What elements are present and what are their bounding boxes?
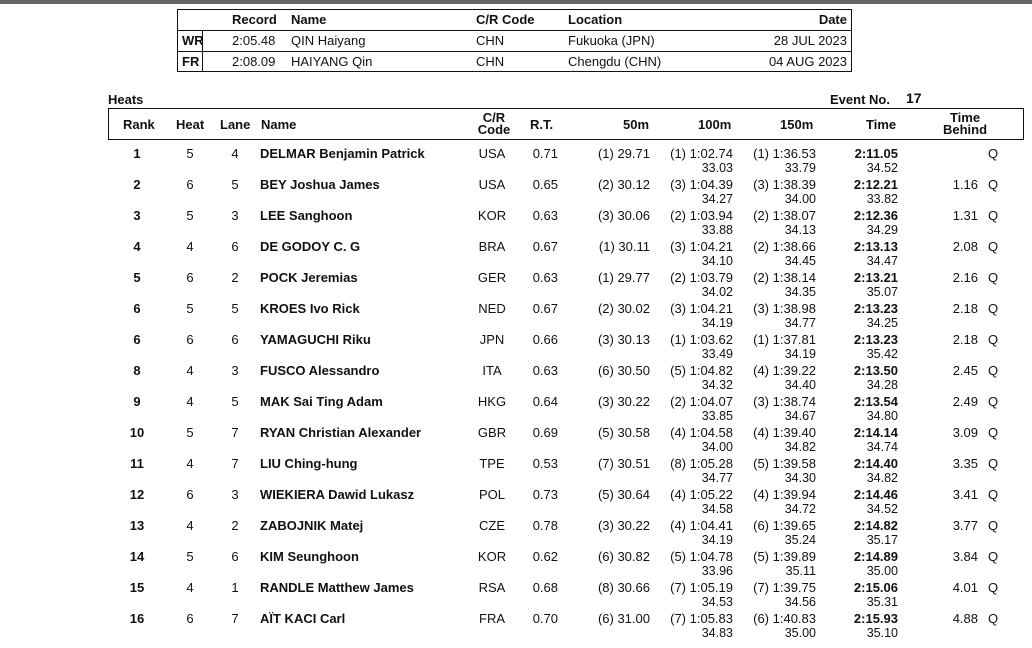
- qualified-mark: Q: [988, 208, 999, 223]
- result-split-150m: (4) 1:39.40: [753, 425, 816, 440]
- result-heat: 5: [186, 425, 194, 440]
- result-name: YAMAGUCHI Riku: [260, 332, 371, 347]
- table-row: [108, 545, 1024, 576]
- qualified-mark: Q: [988, 146, 999, 161]
- col-name: Name: [261, 117, 297, 132]
- result-noc: ITA: [482, 363, 502, 378]
- result-rank: 1: [133, 146, 141, 161]
- result-time-behind: 3.84: [952, 549, 978, 564]
- result-lap-150m: 34.35: [784, 285, 816, 299]
- result-reaction-time: 0.69: [532, 425, 558, 440]
- result-heat: 4: [186, 239, 194, 254]
- result-reaction-time: 0.64: [532, 394, 558, 409]
- result-noc: RSA: [478, 580, 506, 595]
- result-reaction-time: 0.71: [532, 146, 558, 161]
- result-lap-final: 35.17: [866, 533, 898, 547]
- col-heat: Heat: [176, 117, 205, 132]
- table-row: [108, 421, 1024, 452]
- qualified-mark: Q: [988, 611, 999, 626]
- table-row: [108, 483, 1024, 514]
- result-rank: 2: [133, 177, 141, 192]
- result-reaction-time: 0.67: [532, 301, 558, 316]
- result-time-behind: 3.77: [952, 518, 978, 533]
- col-rank: Rank: [123, 117, 155, 132]
- result-time: 2:14.89: [853, 549, 898, 564]
- qualified-mark: Q: [988, 456, 999, 471]
- result-rank: 3: [133, 208, 141, 223]
- result-split-150m: (7) 1:39.75: [753, 580, 816, 595]
- result-lap-final: 35.00: [866, 564, 898, 578]
- col-150m: 150m: [780, 117, 814, 132]
- result-lane: 3: [231, 363, 239, 378]
- result-split-50m: (2) 30.12: [597, 177, 650, 192]
- result-heat: 6: [186, 177, 194, 192]
- result-time-behind: 3.09: [952, 425, 978, 440]
- qualified-mark: Q: [988, 518, 999, 533]
- qualified-mark: Q: [988, 332, 999, 347]
- result-lap-100m: 33.03: [701, 161, 733, 175]
- result-split-100m: (1) 1:03.62: [670, 332, 733, 347]
- result-split-100m: (2) 1:03.79: [670, 270, 733, 285]
- result-noc: TPE: [479, 456, 505, 471]
- result-lap-150m: 34.67: [784, 409, 816, 423]
- result-name: LEE Sanghoon: [260, 208, 353, 223]
- result-split-50m: (6) 31.00: [597, 611, 650, 626]
- result-lap-final: 35.31: [866, 595, 898, 609]
- qualified-mark: Q: [988, 394, 999, 409]
- record-date: 28 JUL 2023: [773, 33, 847, 48]
- result-time: 2:14.40: [853, 456, 898, 471]
- col-cr-line2: Code: [477, 122, 511, 137]
- result-reaction-time: 0.67: [532, 239, 558, 254]
- result-noc: FRA: [479, 611, 505, 626]
- result-reaction-time: 0.62: [532, 549, 558, 564]
- result-split-50m: (1) 29.77: [597, 270, 650, 285]
- col-cr-line1: C/R: [482, 110, 506, 125]
- result-lap-150m: 35.00: [784, 626, 816, 640]
- col-100m: 100m: [698, 117, 732, 132]
- record-holder: HAIYANG Qin: [291, 54, 373, 69]
- result-lane: 3: [231, 487, 239, 502]
- records-header-name: Name: [291, 12, 327, 27]
- result-time-behind: 1.16: [952, 177, 978, 192]
- col-lane: Lane: [220, 117, 251, 132]
- qualified-mark: Q: [988, 363, 999, 378]
- result-name: AÏT KACI Carl: [260, 611, 346, 626]
- result-noc: CZE: [479, 518, 505, 533]
- records-box: [177, 9, 852, 72]
- result-split-50m: (3) 30.22: [597, 394, 650, 409]
- result-split-100m: (2) 1:04.07: [670, 394, 733, 409]
- result-split-150m: (4) 1:39.22: [753, 363, 816, 378]
- result-lap-final: 34.52: [866, 161, 898, 175]
- results-table: [108, 142, 1024, 638]
- record-cr: CHN: [476, 54, 505, 69]
- result-lane: 3: [231, 208, 239, 223]
- result-lap-150m: 34.40: [784, 378, 816, 392]
- result-split-50m: (3) 30.13: [597, 332, 650, 347]
- result-time-behind: 2.18: [952, 301, 978, 316]
- result-lane: 1: [231, 580, 239, 595]
- result-split-50m: (5) 30.58: [597, 425, 650, 440]
- result-lap-final: 34.52: [866, 502, 898, 516]
- result-lane: 5: [231, 177, 239, 192]
- col-50m: 50m: [623, 117, 650, 132]
- result-split-150m: (1) 1:37.81: [753, 332, 816, 347]
- result-heat: 5: [186, 146, 194, 161]
- result-rank: 4: [133, 239, 141, 254]
- result-split-50m: (1) 30.11: [598, 239, 650, 254]
- result-heat: 4: [186, 363, 194, 378]
- result-time-behind: 3.41: [952, 487, 978, 502]
- qualified-mark: Q: [988, 425, 999, 440]
- result-lap-100m: 34.83: [701, 626, 733, 640]
- result-time: 2:12.36: [853, 208, 898, 223]
- result-rank: 10: [129, 425, 145, 440]
- result-reaction-time: 0.78: [532, 518, 558, 533]
- records-header-record: Record: [232, 12, 277, 27]
- result-rank: 6: [133, 332, 141, 347]
- result-rank: 8: [133, 363, 141, 378]
- result-name: RYAN Christian Alexander: [260, 425, 422, 440]
- result-name: MAK Sai Ting Adam: [260, 394, 383, 409]
- result-name: DELMAR Benjamin Patrick: [260, 146, 425, 161]
- result-split-100m: (5) 1:04.82: [670, 363, 733, 378]
- result-reaction-time: 0.63: [532, 363, 558, 378]
- result-time: 2:15.93: [853, 611, 898, 626]
- record-time: 2:08.09: [232, 54, 276, 69]
- result-rank: 9: [133, 394, 141, 409]
- result-reaction-time: 0.66: [532, 332, 558, 347]
- result-lap-final: 35.07: [866, 285, 898, 299]
- result-noc: USA: [478, 177, 506, 192]
- result-lap-final: 35.42: [866, 347, 898, 361]
- result-lap-100m: 34.10: [701, 254, 733, 268]
- result-lane: 6: [231, 549, 239, 564]
- result-lap-100m: 34.53: [701, 595, 733, 609]
- result-noc: HKG: [477, 394, 507, 409]
- result-lap-100m: 33.85: [701, 409, 733, 423]
- result-lap-100m: 34.00: [701, 440, 733, 454]
- result-time-behind: 4.01: [952, 580, 978, 595]
- result-split-100m: (4) 1:04.58: [670, 425, 733, 440]
- result-lap-100m: 33.49: [701, 347, 733, 361]
- result-name: LIU Ching-hung: [260, 456, 358, 471]
- table-row: [108, 328, 1024, 359]
- result-lane: 5: [231, 301, 239, 316]
- result-split-50m: (7) 30.51: [597, 456, 650, 471]
- result-split-50m: (3) 30.06: [597, 208, 650, 223]
- result-heat: 5: [186, 549, 194, 564]
- table-row: [108, 235, 1024, 266]
- result-lap-100m: 34.58: [701, 502, 733, 516]
- result-time-behind: 2.16: [952, 270, 978, 285]
- col-behind-line2: Behind: [942, 122, 988, 137]
- result-split-150m: (4) 1:39.94: [753, 487, 816, 502]
- result-lane: 6: [231, 239, 239, 254]
- result-name: KROES Ivo Rick: [260, 301, 360, 316]
- result-lap-150m: 34.72: [784, 502, 816, 516]
- result-lap-final: 34.82: [866, 471, 898, 485]
- table-row: [108, 452, 1024, 483]
- result-split-150m: (2) 1:38.66: [753, 239, 816, 254]
- result-split-150m: (3) 1:38.98: [753, 301, 816, 316]
- result-heat: 4: [186, 518, 194, 533]
- result-lap-final: 33.82: [866, 192, 898, 206]
- record-holder: QIN Haiyang: [291, 33, 366, 48]
- result-lap-100m: 34.32: [701, 378, 733, 392]
- result-split-100m: (3) 1:04.21: [670, 301, 733, 316]
- records-header-date: Date: [818, 12, 847, 27]
- result-lap-150m: 34.82: [784, 440, 816, 454]
- result-split-100m: (7) 1:05.83: [670, 611, 733, 626]
- result-time: 2:15.06: [853, 580, 898, 595]
- result-split-100m: (4) 1:04.41: [670, 518, 733, 533]
- result-split-150m: (2) 1:38.07: [753, 208, 816, 223]
- result-time: 2:13.13: [853, 239, 898, 254]
- result-time-behind: 2.49: [952, 394, 978, 409]
- result-time-behind: 2.18: [952, 332, 978, 347]
- result-noc: KOR: [477, 208, 507, 223]
- result-heat: 5: [186, 301, 194, 316]
- result-name: RANDLE Matthew James: [260, 580, 414, 595]
- result-reaction-time: 0.73: [532, 487, 558, 502]
- record-date: 04 AUG 2023: [768, 54, 847, 69]
- result-noc: JPN: [479, 332, 505, 347]
- result-name: POCK Jeremias: [260, 270, 358, 285]
- result-split-100m: (8) 1:05.28: [670, 456, 733, 471]
- col-behind-line1: Time: [949, 110, 981, 125]
- result-time: 2:14.46: [853, 487, 898, 502]
- results-header: [108, 108, 1024, 140]
- result-rank: 5: [133, 270, 141, 285]
- result-name: WIEKIERA Dawid Lukasz: [260, 487, 415, 502]
- qualified-mark: Q: [988, 549, 999, 564]
- qualified-mark: Q: [988, 270, 999, 285]
- result-noc: POL: [478, 487, 505, 502]
- result-split-50m: (5) 30.64: [597, 487, 650, 502]
- result-time-behind: 1.31: [952, 208, 978, 223]
- result-split-50m: (2) 30.02: [597, 301, 650, 316]
- records-header-cr-code: C/R Code: [476, 12, 535, 27]
- result-lap-150m: 34.13: [784, 223, 816, 237]
- result-time: 2:12.21: [853, 177, 898, 192]
- result-rank: 6: [133, 301, 141, 316]
- result-split-100m: (4) 1:05.22: [670, 487, 733, 502]
- result-time: 2:13.50: [853, 363, 898, 378]
- result-lane: 7: [231, 611, 239, 626]
- result-heat: 6: [186, 611, 194, 626]
- result-reaction-time: 0.65: [532, 177, 558, 192]
- result-split-50m: (1) 29.71: [597, 146, 650, 161]
- result-lap-150m: 35.11: [785, 564, 816, 578]
- col-rt: R.T.: [530, 117, 554, 132]
- result-split-150m: (6) 1:40.83: [753, 611, 816, 626]
- result-time: 2:13.23: [853, 301, 898, 316]
- result-heat: 5: [186, 208, 194, 223]
- result-split-150m: (6) 1:39.65: [753, 518, 816, 533]
- result-reaction-time: 0.70: [532, 611, 558, 626]
- result-split-150m: (2) 1:38.14: [753, 270, 816, 285]
- result-heat: 6: [186, 332, 194, 347]
- event-number: 17: [906, 90, 922, 106]
- result-lane: 2: [231, 518, 239, 533]
- result-time: 2:13.23: [853, 332, 898, 347]
- result-split-150m: (5) 1:39.58: [753, 456, 816, 471]
- result-lap-final: 34.74: [866, 440, 898, 454]
- result-lane: 6: [231, 332, 239, 347]
- result-split-50m: (6) 30.50: [597, 363, 650, 378]
- result-lap-150m: 34.00: [784, 192, 816, 206]
- result-reaction-time: 0.63: [532, 208, 558, 223]
- result-rank: 11: [130, 456, 144, 471]
- result-name: DE GODOY C. G: [260, 239, 361, 254]
- table-row: [108, 204, 1024, 235]
- qualified-mark: Q: [988, 487, 999, 502]
- result-rank: 13: [129, 518, 145, 533]
- result-split-50m: (8) 30.66: [597, 580, 650, 595]
- result-lap-150m: 34.45: [784, 254, 816, 268]
- record-location: Chengdu (CHN): [568, 54, 662, 69]
- table-row: [108, 173, 1024, 204]
- result-lap-100m: 34.02: [701, 285, 733, 299]
- qualified-mark: Q: [988, 239, 999, 254]
- result-lap-150m: 34.19: [784, 347, 816, 361]
- result-lap-100m: 33.96: [701, 564, 733, 578]
- result-noc: GER: [477, 270, 507, 285]
- result-lane: 5: [231, 394, 239, 409]
- result-lane: 4: [231, 146, 239, 161]
- result-lap-final: 34.29: [866, 223, 898, 237]
- records-header: [178, 10, 851, 31]
- table-row: [108, 390, 1024, 421]
- result-split-50m: (6) 30.82: [597, 549, 650, 564]
- result-heat: 4: [186, 456, 194, 471]
- record-code: WR: [182, 33, 204, 48]
- result-time: 2:13.54: [853, 394, 898, 409]
- table-row: [108, 514, 1024, 545]
- result-split-100m: (2) 1:03.94: [670, 208, 733, 223]
- result-time: 2:14.82: [853, 518, 898, 533]
- result-split-150m: (5) 1:39.89: [753, 549, 816, 564]
- qualified-mark: Q: [988, 301, 999, 316]
- result-lap-150m: 34.30: [784, 471, 816, 485]
- result-reaction-time: 0.68: [532, 580, 558, 595]
- result-split-100m: (3) 1:04.21: [670, 239, 733, 254]
- result-split-100m: (1) 1:02.74: [670, 146, 733, 161]
- result-noc: KOR: [477, 549, 507, 564]
- record-location: Fukuoka (JPN): [568, 33, 655, 48]
- result-split-150m: (1) 1:36.53: [753, 146, 816, 161]
- result-lane: 7: [231, 425, 239, 440]
- table-row: [108, 359, 1024, 390]
- result-lap-100m: 34.27: [701, 192, 733, 206]
- record-time: 2:05.48: [232, 33, 276, 48]
- event-label: Event No.: [830, 92, 890, 107]
- result-lap-150m: 34.77: [784, 316, 816, 330]
- result-time: 2:14.14: [853, 425, 898, 440]
- result-lap-100m: 34.19: [701, 316, 733, 330]
- table-row: [108, 266, 1024, 297]
- record-row: [178, 31, 851, 52]
- result-lap-100m: 34.77: [701, 471, 733, 485]
- result-reaction-time: 0.53: [532, 456, 558, 471]
- result-time-behind: 4.88: [952, 611, 978, 626]
- result-heat: 6: [186, 270, 194, 285]
- qualified-mark: Q: [988, 177, 999, 192]
- record-cr: CHN: [476, 33, 505, 48]
- result-lane: 7: [231, 456, 239, 471]
- result-noc: BRA: [478, 239, 506, 254]
- result-time: 2:13.21: [853, 270, 898, 285]
- result-noc: NED: [478, 301, 506, 316]
- result-split-150m: (3) 1:38.74: [753, 394, 816, 409]
- result-heat: 6: [186, 487, 194, 502]
- result-lap-final: 34.25: [866, 316, 898, 330]
- col-time: Time: [866, 117, 897, 132]
- result-reaction-time: 0.63: [532, 270, 558, 285]
- top-border: [0, 0, 1032, 4]
- table-row: [108, 576, 1024, 607]
- result-rank: 12: [129, 487, 145, 502]
- result-rank: 14: [129, 549, 145, 564]
- result-rank: 16: [129, 611, 145, 626]
- result-noc: USA: [478, 146, 506, 161]
- result-heat: 4: [186, 394, 194, 409]
- result-split-100m: (3) 1:04.39: [670, 177, 733, 192]
- result-time-behind: 3.35: [952, 456, 978, 471]
- result-lap-150m: 34.56: [784, 595, 816, 609]
- result-lap-100m: 33.88: [701, 223, 733, 237]
- result-time: 2:11.05: [854, 146, 898, 161]
- record-row: [178, 52, 851, 72]
- result-time-behind: 2.08: [952, 239, 978, 254]
- result-name: FUSCO Alessandro: [260, 363, 380, 378]
- result-lap-100m: 34.19: [701, 533, 733, 547]
- result-split-100m: (5) 1:04.78: [670, 549, 733, 564]
- records-header-location: Location: [568, 12, 623, 27]
- result-lap-final: 35.10: [866, 626, 898, 640]
- record-code: FR: [182, 54, 200, 69]
- result-lane: 2: [231, 270, 239, 285]
- qualified-mark: Q: [988, 580, 999, 595]
- result-split-50m: (3) 30.22: [597, 518, 650, 533]
- result-name: BEY Joshua James: [260, 177, 380, 192]
- result-lap-150m: 33.79: [784, 161, 816, 175]
- result-time-behind: 2.45: [952, 363, 978, 378]
- result-lap-final: 34.80: [866, 409, 898, 423]
- table-row: [108, 297, 1024, 328]
- result-lap-final: 34.47: [866, 254, 898, 268]
- result-name: KIM Seunghoon: [260, 549, 359, 564]
- table-row: [108, 607, 1024, 638]
- phase-label: Heats: [108, 92, 144, 107]
- result-rank: 15: [129, 580, 145, 595]
- result-noc: GBR: [477, 425, 507, 440]
- result-split-100m: (7) 1:05.19: [670, 580, 733, 595]
- table-row: [108, 142, 1024, 173]
- result-heat: 4: [186, 580, 194, 595]
- result-name: ZABOJNIK Matej: [260, 518, 364, 533]
- result-lap-150m: 35.24: [784, 533, 816, 547]
- result-lap-final: 34.28: [866, 378, 898, 392]
- result-split-150m: (3) 1:38.39: [753, 177, 816, 192]
